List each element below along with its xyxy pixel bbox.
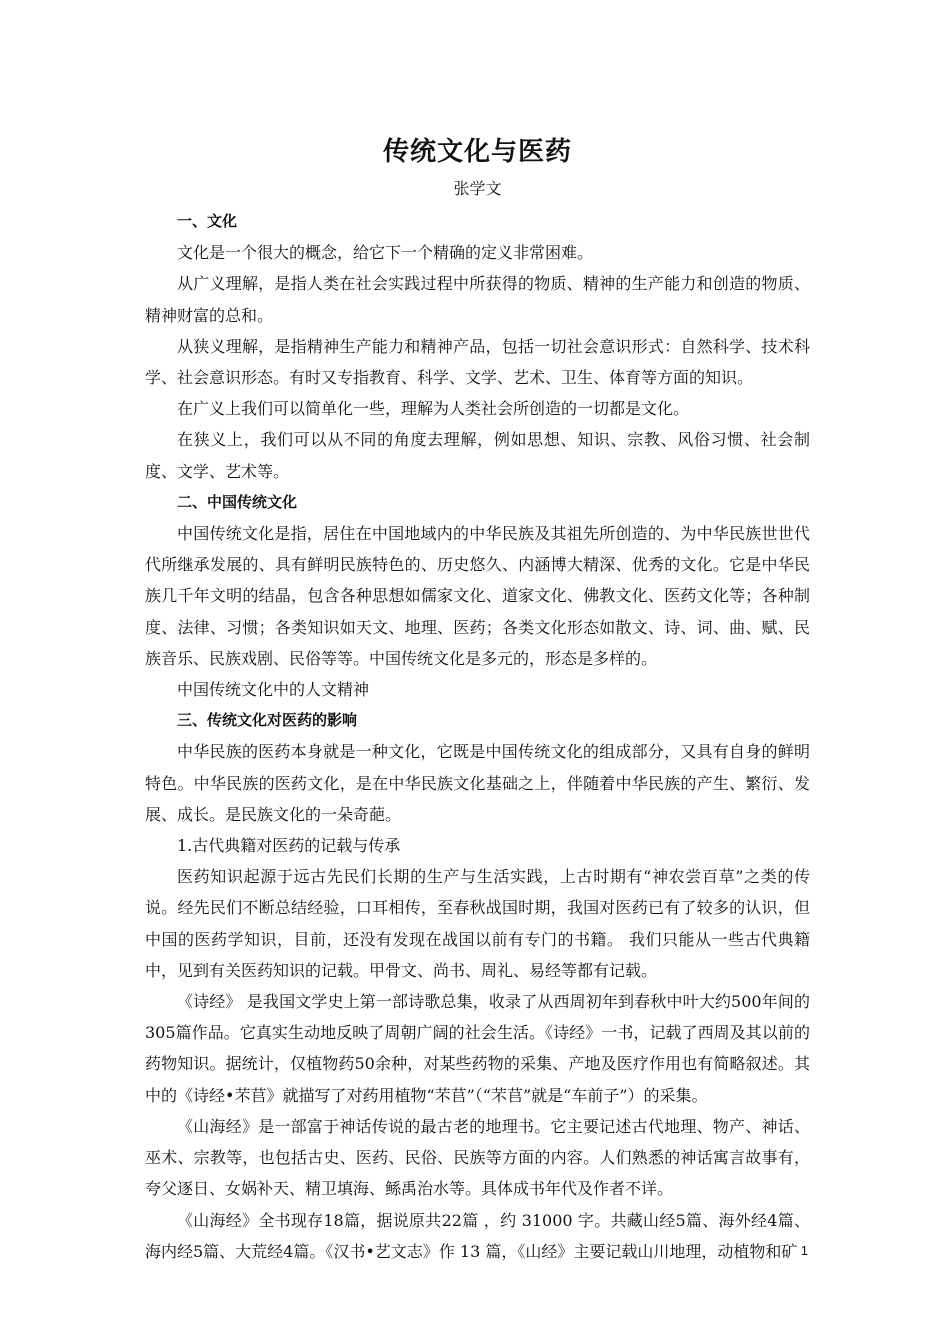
document-body <box>145 206 810 1267</box>
document-page <box>145 130 810 1267</box>
paragraph: 从广义理解，是指人类在社会实践过程中所获得的物质、精神的生产能力和创造的物质、精神财富的总和。 <box>145 274 810 325</box>
page-number: 1 <box>800 1243 808 1258</box>
paragraph: 中国传统文化中的人文精神 <box>177 680 370 700</box>
section-heading: 三、传统文化对医药的影响 <box>177 711 358 730</box>
paragraph: 医药知识起源于远古先民们长期的生产与生活实践，上古时期有“神农尝百草”之类的传说。经先民们不断总结经验，口耳相传，至春秋战国时期，我国对医药已有了较多的认识，但中国的医药学知识，目前，还没有发现在战国以前有专门的书籍。 我们只能从一些古代典籍中，见到有关医药知识的记载。甲骨文、尚书、周礼、易经等都有记载。 <box>145 867 810 980</box>
page-title: 传统文化与医药 <box>382 137 572 167</box>
paragraph: 中华民族的医药本身就是一种文化，它既是中国传统文化的组成部分，又具有自身的鲜明特色。中华民族的医药文化，是在中华民族文化基础之上，伴随着中华民族的产生、繁衍、发展、成长。是民族文化的一朵奇葩。 <box>145 742 810 824</box>
section-heading: 二、中国传统文化 <box>177 492 298 511</box>
paragraph: 文化是一个很大的概念，给它下一个精确的定义非常困难。 <box>177 243 594 263</box>
paragraph: 1.古代典籍对医药的记载与传承 <box>177 836 401 856</box>
paragraph: 在广义上我们可以简单化一些，理解为人类社会所创造的一切都是文化。 <box>177 399 690 419</box>
author-name: 张学文 <box>453 179 502 198</box>
paragraph: 从狭义理解，是指精神生产能力和精神产品，包括一切社会意识形式：自然科学、技术科学、社会意识形态。有时又专指教育、科学、文学、艺术、卫生、体育等方面的知识。 <box>145 336 810 388</box>
paragraph: 《山海经》全书现存18篇，据说原共22篇 ，约 31000 字。共藏山经5篇、海外经4篇、海内经5篇、大荒经4篇。《汉书•艺文志》作 13 篇，《山经》主要记载山川地理，动植物和矿 <box>145 1210 810 1261</box>
paragraph: 在狭义上，我们可以从不同的角度去理解，例如思想、知识、宗教、风俗习惯、社会制度、文学、艺术等。 <box>145 430 810 481</box>
paragraph: 《山海经》是一部富于神话传说的最古老的地理书。它主要记述古代地理、物产、神话、巫术、宗教等，也包括古史、医药、民俗、民族等方面的内容。人们熟悉的神话寓言故事有，夸父逐日、女娲补天、精卫填海、鲧禹治水等。具体成书年代及作者不详。 <box>145 1116 810 1199</box>
section-heading: 一、文化 <box>177 212 238 230</box>
paragraph: 中国传统文化是指，居住在中国地域内的中华民族及其祖先所创造的、为中华民族世世代代所继承发展的、具有鲜明民族特色的、历史悠久、内涵博大精深、优秀的文化。它是中华民族几千年文明的结晶，包含各种思想如儒家文化、道家文化、佛教文化、医药文化等；各种制度、法律、习惯；各类知识如天文、地理、医药；各类文化形态如散文、诗、词、曲、赋、民族音乐、民族戏剧、民俗等等。中国传统文化是多元的，形态是多样的。 <box>145 524 810 668</box>
paragraph: 《诗经》 是我国文学史上第一部诗歌总集，收录了从西周初年到春秋中叶大约500年间的305篇作品。它真实生动地反映了周朝广阔的社会生活。《诗经》一书，记载了西周及其以前的药物知识。据统计，仅植物药50余种，对某些药物的采集、产地及医疗作用也有简略叙述。其中的《诗经•芣苢》就描写了对药用植物“芣苢”（“芣苢”就是“车前子”）的采集。 <box>145 992 810 1105</box>
